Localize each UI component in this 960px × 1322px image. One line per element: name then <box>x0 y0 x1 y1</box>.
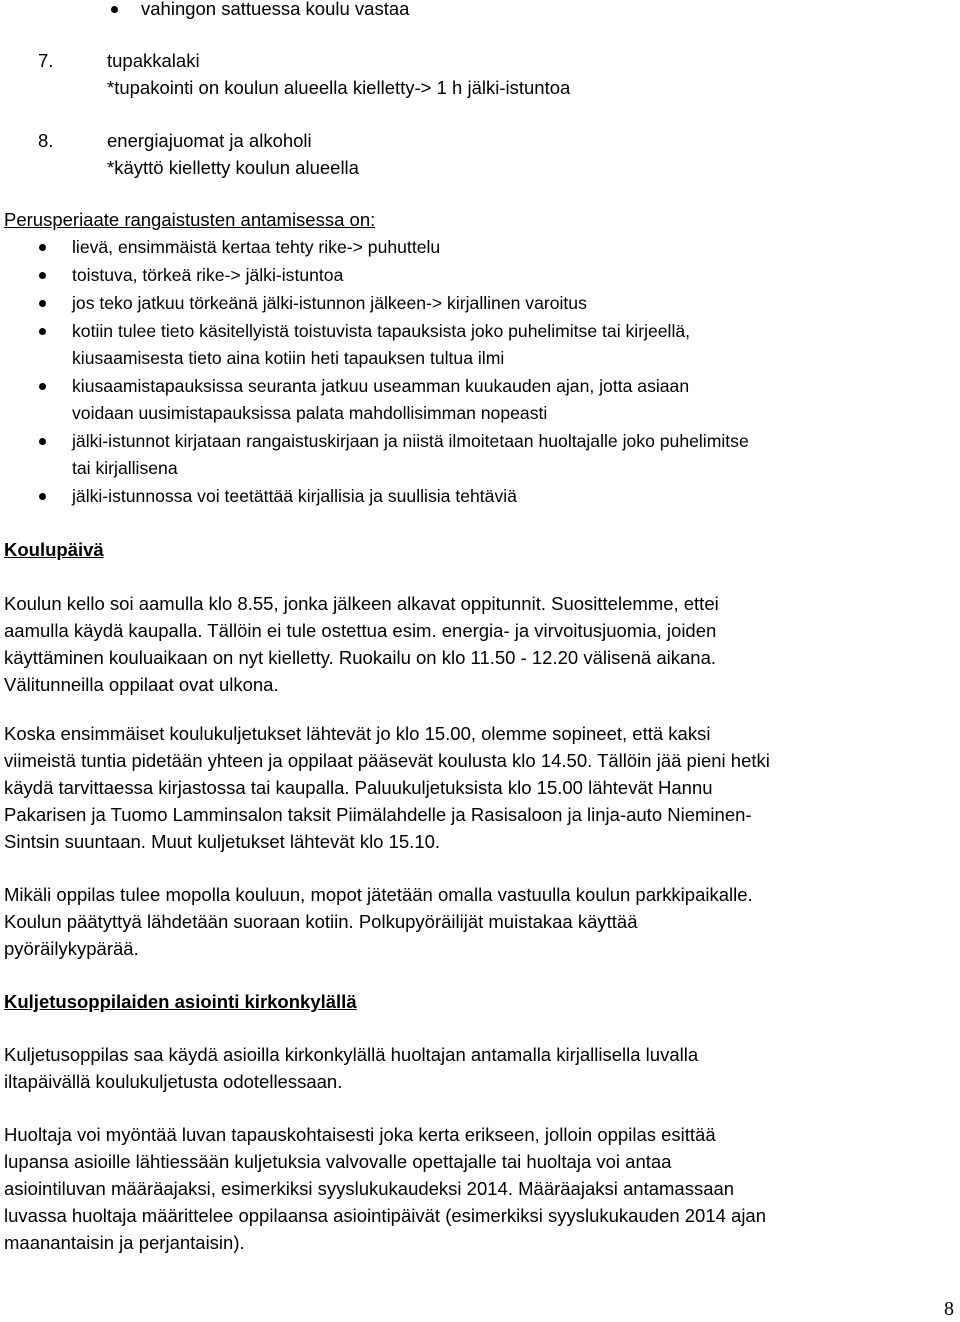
koulupaiva-p1-line-4: Välitunneilla oppilaat ovat ulkona. <box>4 674 279 695</box>
principle-bullet-7: jälki-istunnossa voi teetättää kirjallisia ja suullisia tehtäviä <box>72 486 517 506</box>
kuljetus-p2-line-1: Huoltaja voi myöntää luvan tapauskohtaisesti joka kerta erikseen, jolloin oppilas esittää <box>4 1124 716 1145</box>
item-8-title: energiajuomat ja alkoholi <box>107 130 312 151</box>
kuljetus-heading: Kuljetusoppilaiden asiointi kirkonkylällä <box>4 991 357 1012</box>
bullet-icon <box>39 328 46 335</box>
kuljetus-p2-line-5: maanantaisin ja perjantaisin). <box>4 1232 245 1253</box>
principle-heading: Perusperiaate rangaistusten antamisessa on: <box>4 209 376 230</box>
koulupaiva-p2-line-1: Koska ensimmäiset koulukuljetukset lähtevät jo klo 15.00, olemme sopineet, että kaksi <box>4 723 711 744</box>
koulupaiva-p3-line-1: Mikäli oppilas tulee mopolla kouluun, mopot jätetään omalla vastuulla koulun parkkipaikalle. <box>4 884 753 905</box>
bullet-icon <box>39 272 46 279</box>
koulupaiva-p2-line-2: viimeistä tuntia pidetään yhteen ja oppilaat pääsevät koulusta klo 14.50. Tällöin jää pieni hetki <box>4 750 770 771</box>
koulupaiva-p2-line-3: käydä tarvittaessa kirjastossa tai kaupalla. Paluukuljetuksista klo 15.00 lähtevät Hannu <box>4 777 713 798</box>
koulupaiva-p3-line-2: Koulun päätyttyä lähdetään suoraan kotiin. Polkupyöräilijät muistakaa käyttää <box>4 911 638 932</box>
top-bullet-text: vahingon sattuessa koulu vastaa <box>141 0 410 19</box>
bullet-icon <box>39 438 46 445</box>
principle-bullet-4-line-1: kotiin tulee tieto käsitellyistä toistuvista tapauksista joko puhelimitse tai kirjeellä, <box>72 321 691 341</box>
principle-bullet-4-line-2: kiusaamisesta tieto aina kotiin heti tapauksen tultua ilmi <box>72 348 505 368</box>
bullet-icon <box>111 6 118 13</box>
kuljetus-p2-line-2: lupansa asioille lähtiessään kuljetuksia valvovalle opettajalle tai huoltaja voi antaa <box>4 1151 672 1172</box>
koulupaiva-p1-line-1: Koulun kello soi aamulla klo 8.55, jonka jälkeen alkavat oppitunnit. Suosittelemme, ettei <box>4 593 719 614</box>
principle-bullet-2: toistuva, törkeä rike-> jälki-istuntoa <box>72 265 344 285</box>
principle-bullet-6-line-2: tai kirjallisena <box>72 458 178 478</box>
koulupaiva-p1-line-3: käyttäminen kouluaikaan on nyt kielletty. Ruokailu on klo 11.50 - 12.20 välisenä aikana. <box>4 647 716 668</box>
item-8-detail: *käyttö kielletty koulun alueella <box>107 157 359 178</box>
bullet-icon <box>39 300 46 307</box>
page-number: 8 <box>944 1298 954 1320</box>
principle-bullet-5-line-1: kiusaamistapauksissa seuranta jatkuu useamman kuukauden ajan, jotta asiaan <box>72 376 690 396</box>
principle-bullet-5-line-2: voidaan uusimistapauksissa palata mahdollisimman nopeasti <box>72 403 548 423</box>
item-7-title: tupakkalaki <box>107 50 200 71</box>
principle-bullet-3: jos teko jatkuu törkeänä jälki-istunnon jälkeen-> kirjallinen varoitus <box>72 293 587 313</box>
kuljetus-p1-line-1: Kuljetusoppilas saa käydä asioilla kirkonkylällä huoltajan antamalla kirjallisella luvalla <box>4 1044 699 1065</box>
koulupaiva-p3-line-3: pyöräilykypärää. <box>4 938 139 959</box>
bullet-icon <box>39 493 46 500</box>
bullet-icon <box>39 383 46 390</box>
koulupaiva-heading: Koulupäivä <box>4 539 104 560</box>
principle-bullet-1: lievä, ensimmäistä kertaa tehty rike-> puhuttelu <box>72 237 441 257</box>
kuljetus-p2-line-3: asiointiluvan määräajaksi, esimerkiksi syyslukukaudeksi 2014. Määräajaksi antamassaan <box>4 1178 735 1199</box>
item-number-8: 8. <box>38 130 54 151</box>
koulupaiva-p2-line-4: Pakarisen ja Tuomo Lamminsalon taksit Piimälahdelle ja Rasisaloon ja linja-auto Nieminen- <box>4 804 752 825</box>
principle-bullet-6-line-1: jälki-istunnot kirjataan rangaistuskirjaan ja niistä ilmoitetaan huoltajalle joko puhelimitse <box>72 431 749 451</box>
koulupaiva-p2-line-5: Sintsin suuntaan. Muut kuljetukset lähtevät klo 15.10. <box>4 831 441 852</box>
kuljetus-p2-line-4: luvassa huoltaja määrittelee oppilaansa asiointipäivät (esimerkiksi syyslukukauden 2014 ajan <box>4 1205 767 1226</box>
item-7-detail: *tupakointi on koulun alueella kielletty-> 1 h jälki-istuntoa <box>107 77 571 98</box>
koulupaiva-p1-line-2: aamulla käydä kaupalla. Tällöin ei tule ostettua esim. energia- ja virvoitusjuomia, joiden <box>4 620 717 641</box>
bullet-icon <box>39 244 46 251</box>
kuljetus-p1-line-2: iltapäivällä koulukuljetusta odotellessaan. <box>4 1071 343 1092</box>
item-number-7: 7. <box>38 50 54 71</box>
